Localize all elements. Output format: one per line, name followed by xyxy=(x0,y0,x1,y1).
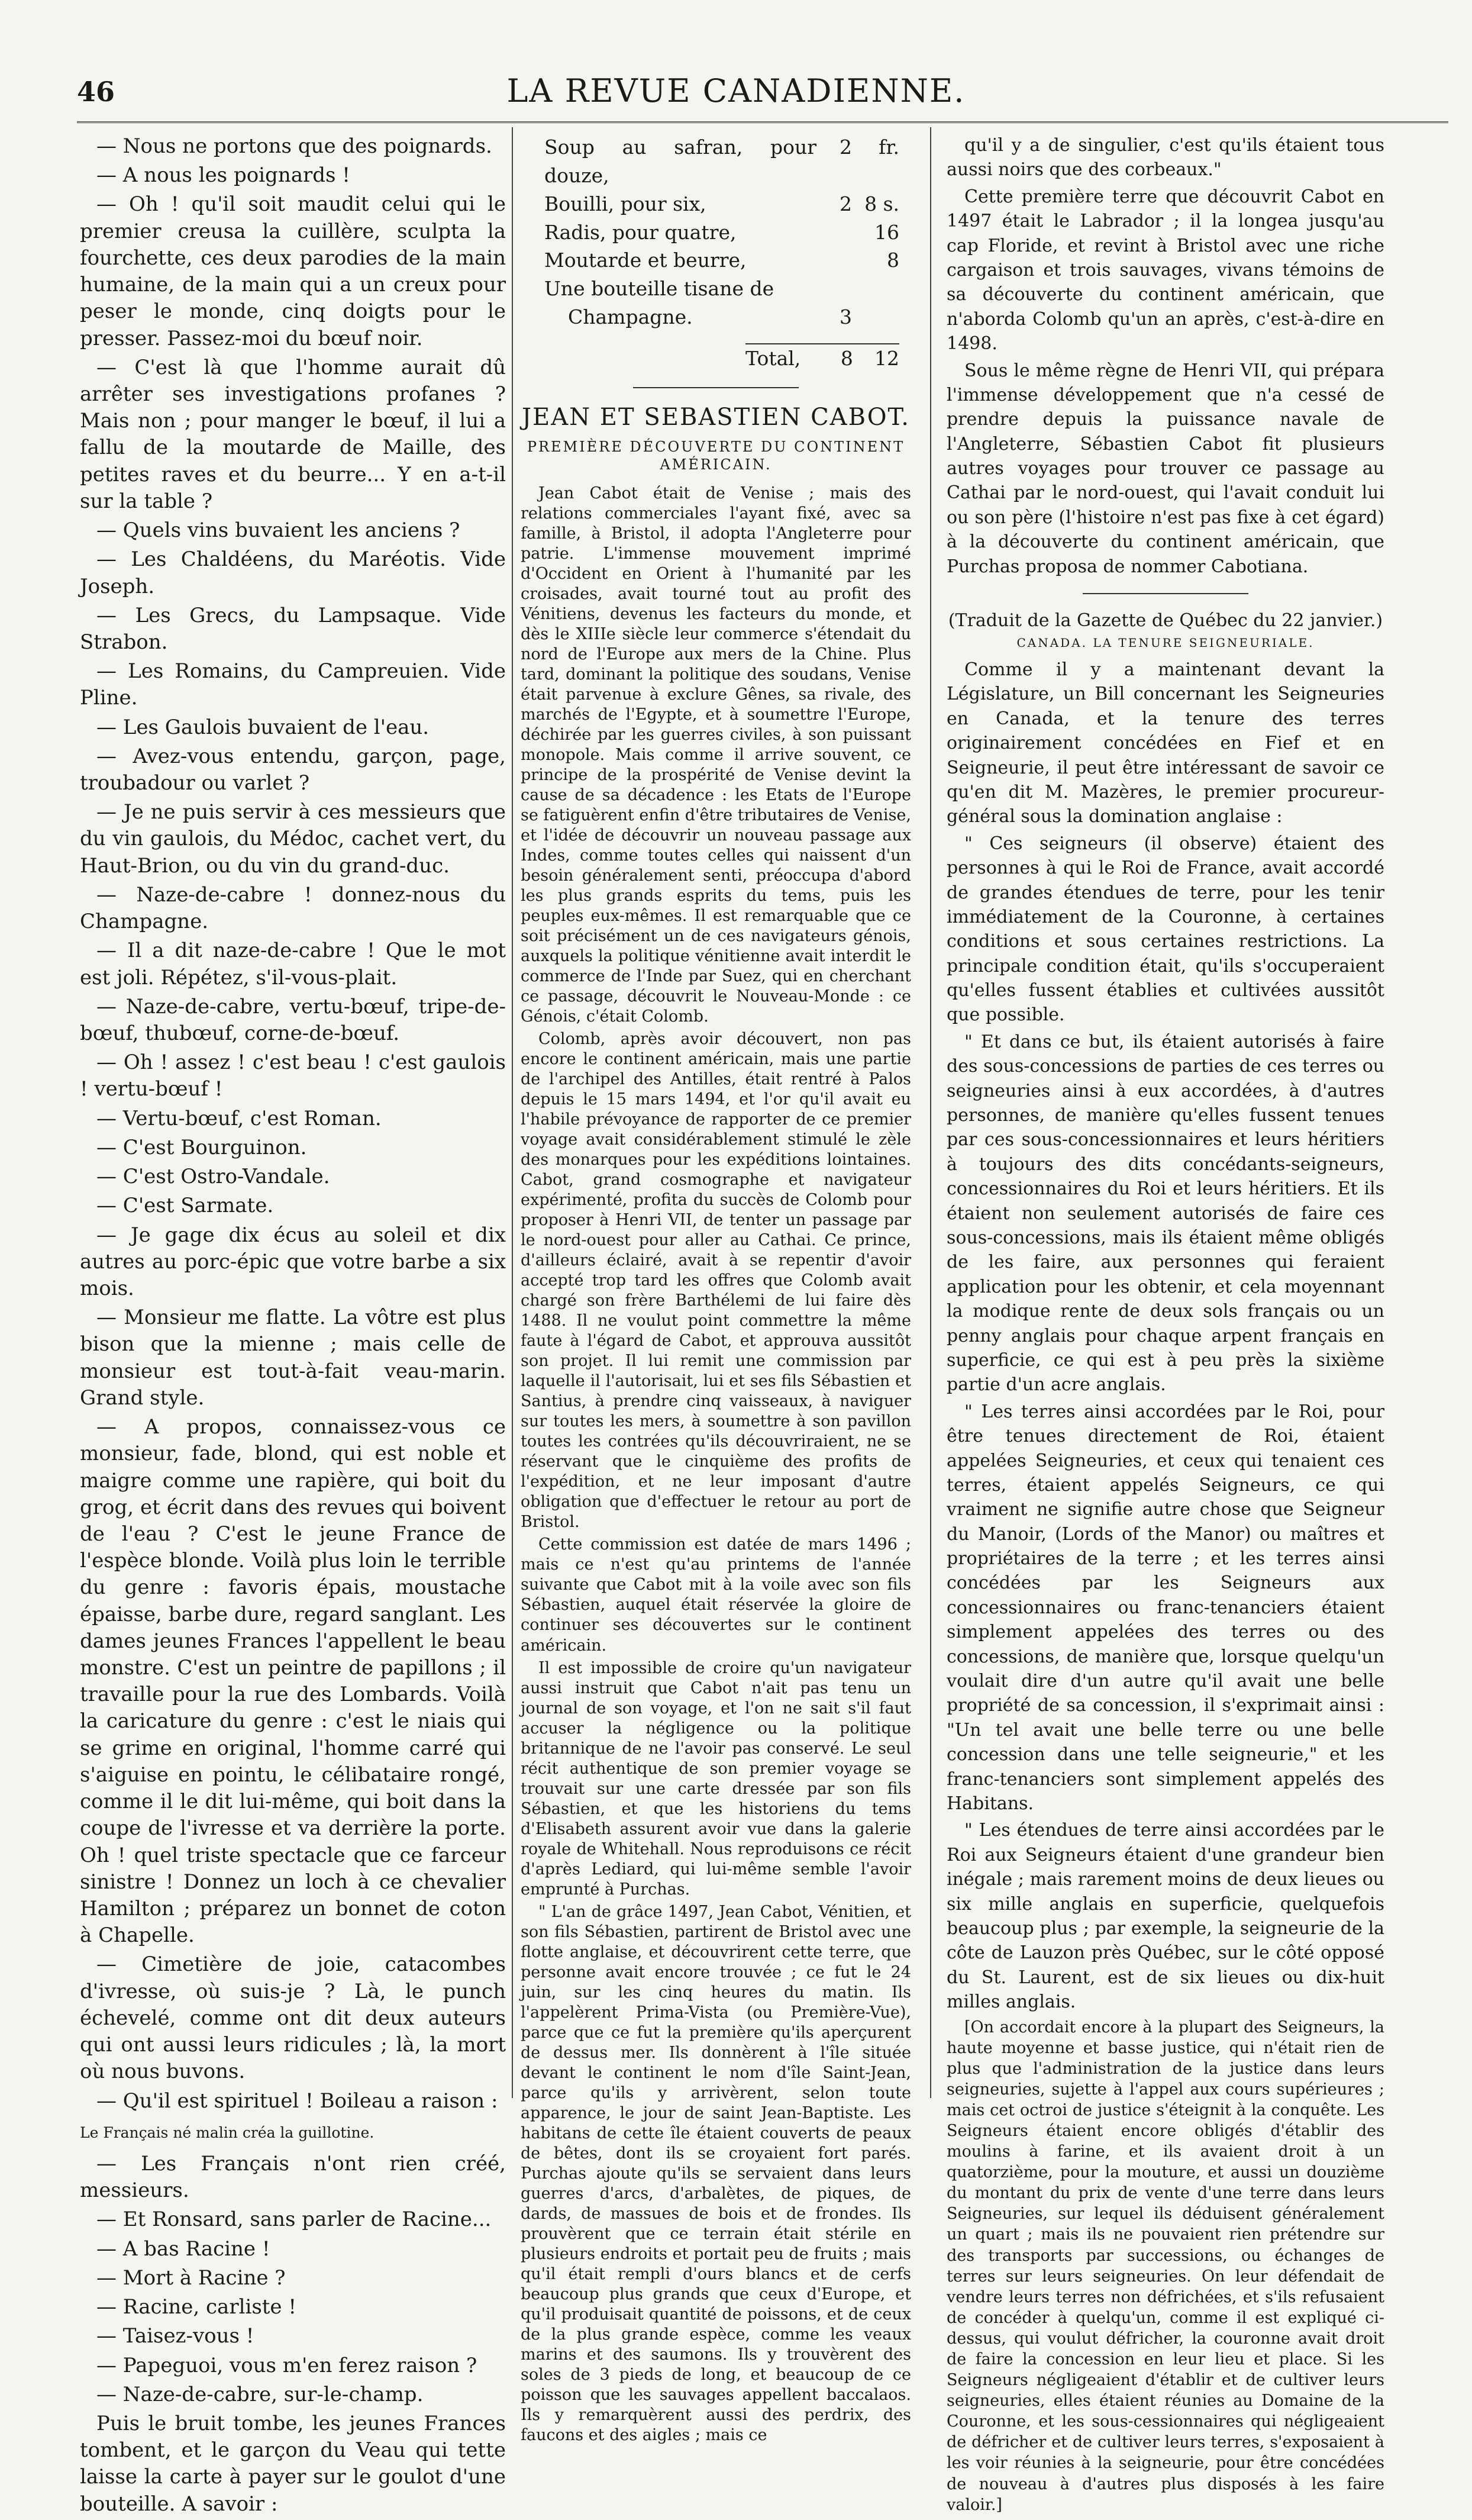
paragraph: — C'est Bourguinon. xyxy=(96,1135,307,1159)
bill-item: Bouilli, pour six, xyxy=(544,192,706,215)
paragraph: — A bas Racine ! xyxy=(96,2237,270,2261)
paragraph: — Je gage dix écus au soleil et dix autres au porc-épic que votre barbe a six mois. xyxy=(80,1223,506,1300)
running-title: LA REVUE CANADIENNE. xyxy=(506,72,966,109)
column-divider-1 xyxy=(512,127,513,2098)
bill-p1 xyxy=(816,246,852,275)
total-sous: 12 xyxy=(874,346,899,370)
paragraph: — Et Ronsard, sans parler de Racine... xyxy=(96,2208,492,2232)
paragraph: Cette première terre que découvrit Cabot en 1497 était le Labrador ; il la longea jusqu'au cap Floride, et revint à Bristol avec une riche cargaison et trois sauvages, vivans témoins de sa découverte du continent américain, que n'aborda Colomb qu'un an après, c'est-à-dire en 1498. xyxy=(947,186,1384,355)
paragraph: — A propos, connaissez-vous ce monsieur, fade, blond, qui est noble et maigre comme une rapière, qui boit du grog, et écrit dans des revues qui boivent de l'eau ? C'est le jeune France de l'espèce blonde. Voilà plus loin le terrible du genre : favoris épais, moustache épaisse, barbe dure, regard sanglant. Les dames jeunes Frances l'appellent le beau monstre. C'est un peintre de papillons ; il travaille pour la rue des Lombards. Voilà la caricature du genre : c'est le niais qui se grime en original, l'homme carré qui s'aiguise en pointu, le célibataire rongé, comme il le dit lui-même, qui boit dans la coupe de l'ivresse et va derrière la porte. Oh ! quel triste spectacle que ce farceur sinistre ! Donnez un loch à ce chevalier Hamilton ; préparez un bonnet de coton à Chapelle. xyxy=(80,1415,506,1948)
bill-row xyxy=(544,275,899,303)
bill-item: Radis, pour quatre, xyxy=(544,220,737,244)
paragraph: — Taisez-vous ! xyxy=(96,2324,254,2348)
bill-p1: 2 xyxy=(840,136,852,159)
paragraph: — Cimetière de joie, catacombes d'ivresse, où suis-je ? Là, le punch échevelé, comme ont dit deux auteurs qui ont aussi leurs ridicules ; là, la mort où nous buvons. xyxy=(80,1952,506,2084)
paragraph: — Les Français n'ont rien créé, messieurs. xyxy=(80,2152,506,2203)
column-1 xyxy=(80,133,506,2520)
bill-p2: 8 xyxy=(887,249,899,272)
column-2-paragraphs xyxy=(521,484,911,2446)
paragraph: — Naze-de-cabre ! donnez-nous du Champagne. xyxy=(80,882,506,934)
paragraph: — Oh ! qu'il soit maudit celui qui le premier creusa la cuillère, sculpta la fourchette, ces deux parodies de la main humaine, de la main qui a un creux pour peser le monde, cinq doigts pour le presser. Passez-moi du bœuf noir. xyxy=(80,192,506,350)
paragraph: — Monsieur me flatte. La vôtre est plus bison que la mienne ; mais celle de monsieur est tout-à-fait veau-marin. Grand style. xyxy=(80,1306,506,1410)
bill-p1 xyxy=(816,275,852,303)
paragraph: — Naze-de-cabre, vertu-bœuf, tripe-de-bœuf, thubœuf, corne-de-bœuf. xyxy=(80,994,506,1045)
paragraph: — Papeguoi, vous m'en ferez raison ? xyxy=(96,2353,477,2377)
paragraph: — Je ne puis servir à ces messieurs que du vin gaulois, du Médoc, cachet vert, du Haut-Brion, ou du vin du grand-duc. xyxy=(80,800,506,878)
paragraph: — Quels vins buvaient les anciens ? xyxy=(96,518,460,543)
bill-row xyxy=(544,190,899,218)
total-label: Total, xyxy=(745,346,801,370)
bill-row xyxy=(544,303,899,331)
paragraph: — C'est Sarmate. xyxy=(96,1194,274,1218)
paragraph: Colomb, après avoir découvert, non pas encore le continent américain, mais une partie de l'archipel des Antilles, était rentré à Palos depuis le 15 mars 1494, et l'or qu'il avait eu l'habile prévoyance de rapporter de ce premier voyage avait considérablement stimulé le zèle des monarques pour les expéditions lointaines. Cabot, grand cosmographe et navigateur expérimenté, profita du succès de Colomb pour proposer à Henri VII, de tenter un passage par le nord-ouest pour aller au Cathai. Ce prince, d'ailleurs éclairé, avait à se repentir d'avoir accepté trop tard les offres que Colomb avait chargé son frère Barthélemi de lui faire dès 1488. Il ne voulut point commettre la même faute à l'égard de Cabot, et approuva aussitôt son projet. Il lui remit une commission par laquelle il l'autorisait, lui et ses fils Sébastien et Santius, à prendre cinq vaisseaux, à naviguer sur toutes les mers, à soumettre à son pavillon toutes les contrées qu'ils découvriraient, ne se réservant que le cinquième des profits de l'expédition, et ne leur imposant d'autre obligation que d'effectuer le retour au port de Bristol. xyxy=(521,1030,911,1532)
bill-p1: 3 xyxy=(840,305,852,329)
paragraph: — Mort à Racine ? xyxy=(96,2266,286,2290)
paragraph: Puis le bruit tombe, les jeunes Frances tombent, et le garçon du Veau qui tette laisse la carte à payer sur le goulot d'une bouteille. A savoir : xyxy=(80,2411,506,2516)
paragraph: — Avez-vous entendu, garçon, page, troubadour ou varlet ? xyxy=(80,744,506,795)
bill-item: Soup au safran, pour douze, xyxy=(544,136,816,187)
bill-p2: fr. xyxy=(879,136,899,159)
column-1-paragraphs xyxy=(80,133,506,2115)
bill-total xyxy=(544,343,899,373)
article-title: JEAN ET SEBASTIEN CABOT. xyxy=(521,403,911,431)
translation-note: (Traduit de la Gazette de Québec du 22 janvier.) xyxy=(948,610,1383,631)
bill-p2: 16 xyxy=(874,220,899,244)
paragraph: qu'il y a de singulier, c'est qu'ils étaient tous aussi noirs que des corbeaux." xyxy=(947,135,1384,181)
bill-item: Champagne. xyxy=(568,305,693,329)
verse-line: Le Français né malin créa la guillotine. xyxy=(80,2123,375,2141)
separator xyxy=(633,387,799,388)
bill-p1 xyxy=(816,218,852,247)
bill-item: Une bouteille tisane de xyxy=(544,277,774,301)
bill-row xyxy=(544,218,899,247)
paragraph: — A nous les poignards ! xyxy=(96,163,350,188)
paragraph: — Naze-de-cabre, sur-le-champ. xyxy=(96,2382,424,2406)
separator-2 xyxy=(1083,593,1248,594)
paragraph: — Racine, carliste ! xyxy=(96,2295,297,2319)
paragraph: — Qu'il est spirituel ! Boileau a raison : xyxy=(96,2089,498,2113)
page-number: 46 xyxy=(77,76,115,108)
section-heading: CANADA. LA TENURE SEIGNEURIALE. xyxy=(1016,636,1315,650)
bill-row xyxy=(544,246,899,275)
column-3 xyxy=(947,133,1384,2518)
paragraph: Jean Cabot était de Venise ; mais des relations commerciales l'ayant fixé, avec sa famille, à Bristol, il adopta l'Angleterre pour patrie. L'immense mouvement imprimé d'Occident en Orient à l'humanité par les croisades, avait tourné tout au profit des Vénitiens, devenus les facteurs du monde, et dès le XIIIe siècle leur commerce s'étendait du nord de l'Europe aux mers de la Chine. Plus tard, dominant la politique des soudans, Venise était parvenue à exclure Gênes, sa rivale, des marchés de l'Egypte, et à soumettre l'Europe, déchirée par les guerres civiles, à son puissant monopole. Mais comme il arrive souvent, ce principe de la prospérité de Venise devint la cause de sa décadence : les Etats de l'Europe se fatiguèrent enfin d'être tributaires de Venise, et l'idée de découvrir un nouveau passage aux Indes, comme toutes celles qui naissent d'un besoin généralement senti, préoccupa d'abord les plus grands esprits du tems, puis les peuples eux-mêmes. Il est remarquable que ce soit précisément un de ces navigateurs génois, auxquels la politique vénitienne avait interdit le commerce de l'Inde par Suez, qui en cherchant ce passage, découvrit le Nouveau-Monde : ce Génois, c'était Colomb. xyxy=(521,484,911,1026)
paragraph: Cette commission est datée de mars 1496 ; mais ce n'est qu'au printems de l'année suivante que Cabot mit à la voile avec son fils Sébastien, auquel était réservée la gloire de continuer ses découvertes sur le continent américain. xyxy=(521,1535,911,1655)
paragraph: " L'an de grâce 1497, Jean Cabot, Vénitien, et son fils Sébastien, partirent de Bristol avec une flotte anglaise, et découvrirent cette terre, que personne avait encore trouvée ; ce fut le 24 juin, sur les cinq heures du matin. Ils l'appelèrent Prima-Vista (ou Première-Vue), parce que ce fut la première qu'ils aperçurent de dessus mer. Ils donnèrent à l'île située devant le continent le nom d'île Saint-Jean, parce qu'ils y arrivèrent, selon toute apparence, le jour de saint Jean-Baptiste. Les habitans de cette île étaient couverts de peaux de bêtes, dont ils se croyaient fort parés. Purchas ajoute qu'ils se servaient dans leurs guerres d'arcs, d'arbalètes, de piques, de dards, de massues de bois et de frondes. Ils prouvèrent que ce terrain était stérile en plusieurs endroits et portait peu de fruits ; mais qu'il était rempli d'ours blancs et de cerfs beaucoup plus grands que ceux d'Europe, et qu'il produisait quantité de poissons, et de ceux de la plus grande espèce, comme les veaux marins et des saumons. Ils y trouvèrent des soles de 3 pieds de long, et beaucoup de ce poisson que les sauvages appellent baccalaos. Ils y remarquèrent aussi des perdrix, des faucons et des aigles ; mais ce xyxy=(521,1902,911,2445)
paragraph: — Les Gaulois buvaient de l'eau. xyxy=(96,715,430,739)
column-2 xyxy=(521,133,911,2448)
bill-of-fare xyxy=(544,133,899,331)
paragraph: — Les Chaldéens, du Maréotis. Vide Joseph. xyxy=(80,547,506,598)
column-3-paragraphs xyxy=(947,133,1384,579)
paragraph: Il est impossible de croire qu'un navigateur aussi instruit que Cabot n'ait pas tenu un journal de son voyage, et l'on ne sait s'il faut accuser la négligence ou la politique britannique de ne l'avoir pas conservé. Le seul récit authentique de son premier voyage se trouvait sur une carte dressée par son fils Sébastien, et que les historiens du tems d'Elisabeth assurent avoir vue dans la galerie royale de Whitehall. Nous reproduisons ce récit d'après Lediard, qui lui-même semble l'avoir emprunté à Purchas. xyxy=(521,1658,911,1899)
paragraph: " Et dans ce but, ils étaient autorisés à faire des sous-concessions de parties de ces terres ou seigneuries ainsi à eux accordées, à d'autres personnes, de manière qu'elles fussent tenues par ces sous-concessionnaires et leurs héritiers à toujours des dits concédants-seigneurs, concessionnaires du Roi et leurs héritiers. Et ils étaient non seulement autorisés de faire ces sous-concessions, mais ils étaient même obligés de les faire, aux personnes qui feraient application pour les obtenir, et cela moyennant la modique rente de deux sols français ou un penny anglais pour chaque arpent français en superficie, ce qui est à peu près la sixième partie d'un acre anglais. xyxy=(947,1031,1384,1396)
column-3-paragraphs-2 xyxy=(947,658,1384,2014)
bracketed-paragraph: [On accordait encore à la plupart des Seigneurs, la haute moyenne et basse justice, qui n'était rien de plus que l'administration de la justice dans leurs seigneuries, sujette à l'appel aux cours supérieures ; mais cet octroi de justice s'éteignit à la conquête. Les Seigneurs étaient encore obligés d'établir des moulins à farine, et ils avaient droit à un quatorzième, pour la mouture, et aussi un douzième du montant du prix de vente d'une terre dans leurs Seigneuries, sur lequel ils déduisent généralement un quart ; mais ils ne pouvaient rien prétendre sur des transports par successions, ou échanges de terres sur leurs seigneuries. On leur défendait de vendre leurs terres non défrichées, et s'ils refusaient de concéder à quelqu'un, comme il est expliqué ci-dessus, qui voulut défricher, la couronne avait droit de faire la concession en leur lieu et place. Si les Seigneurs négligeaient d'établir et de cultiver leurs seigneuries, elles étaient réunies au Domaine de la Couronne, et les sous-cessionnaires qui négligeaient de défricher et de cultiver leurs terres, s'exposaient à les voir réunies à la seigneurie, pour être concédées de nouveau à d'autres plus disposés à les faire valoir.] xyxy=(947,2018,1384,2514)
paragraph: — Vertu-bœuf, c'est Roman. xyxy=(96,1106,382,1130)
bill-p2 xyxy=(852,303,899,331)
paragraph: Comme il y a maintenant devant la Législature, un Bill concernant les Seigneuries en Canada, et la tenure des terres originairement concédées en Fief et en Seigneurie, il peut être intéressant de savoir ce qu'en dit M. Mazères, le premier procureur-général sous la domination anglaise : xyxy=(947,659,1384,827)
bill-p2 xyxy=(852,275,899,303)
paragraph: " Les étendues de terre ainsi accordées par le Roi aux Seigneurs étaient d'une grandeur bien inégale ; mais rarement moins de deux lieues ou six mille anglais en superficie, quelquefois beaucoup plus ; par exemple, la seigneurie de la côte de Lauzon près Québec, sur le côté opposé du St. Laurent, est de six lieues ou dix-huit milles anglais. xyxy=(947,1820,1384,2013)
column-1-paragraphs-2 xyxy=(80,2151,506,2518)
bill-p1: 2 xyxy=(840,192,852,215)
paragraph: — Nous ne portons que des poignards. xyxy=(96,134,492,158)
article-subtitle: PREMIÈRE DÉCOUVERTE DU CONTINENT AMÉRICAIN. xyxy=(527,439,905,473)
header-rule xyxy=(77,121,1448,123)
bill-item: Moutarde et beurre, xyxy=(544,249,747,272)
bill-row xyxy=(544,133,899,190)
paragraph: — C'est là que l'homme aurait dû arrêter ses investigations profanes ? Mais non ; pour manger le bœuf, il lui a fallu de la moutarde de Maille, des petites raves et du beurre... Y en a-t-il sur la table ? xyxy=(80,355,506,513)
bill-p2: 8 s. xyxy=(864,192,899,215)
paragraph: — Les Romains, du Campreuien. Vide Pline. xyxy=(80,659,506,710)
paragraph: — C'est Ostro-Vandale. xyxy=(96,1165,330,1189)
paragraph: — Les Grecs, du Lampsaque. Vide Strabon. xyxy=(80,603,506,654)
paragraph: " Ces seigneurs (il observe) étaient des personnes à qui le Roi de France, avait accordé de grandes étendues de terre, pour les tenir immédiatement de la Couronne, à certaines conditions et sous certaines restrictions. La principale condition était, qu'ils s'occuperaient qu'elles fussent établies et cultivées aussitôt que possible. xyxy=(947,833,1384,1026)
column-divider-2 xyxy=(930,127,931,2098)
paragraph: — Oh ! assez ! c'est beau ! c'est gaulois ! vertu-bœuf ! xyxy=(80,1050,506,1101)
paragraph: " Les terres ainsi accordées par le Roi, pour être tenues directement de Roi, étaient appelées Seigneuries, et ceux qui tenaient ces terres, étaient appelés Seigneurs, ce qui vraiment ne signifie autre chose que Seigneur du Manoir, (Lords of the Manor) ou maîtres et propriétaires de la terre ; et les terres ainsi concédées par les Seigneurs aux concessionnaires ou franc-tenanciers étaient simplement appelées des terres ou des concessions, de manière que, lorsque quelqu'un voulait dire d'un autre qu'il avait une belle propriété de sa concession, il s'exprimait ainsi : "Un tel avait une belle terre ou une belle concession dans une telle seigneurie," et les franc-tenanciers sont simplement appelés des Habitans. xyxy=(947,1401,1384,1814)
paragraph: — Il a dit naze-de-cabre ! Que le mot est joli. Répétez, s'il-vous-plait. xyxy=(80,939,506,990)
paragraph: Sous le même règne de Henri VII, qui prépara l'immense développement que n'a cessé de prendre depuis la puissance navale de l'Angleterre, Sébastien Cabot fit plusieurs autres voyages pour trouver ce passage au Cathai par le nord-ouest, qui l'avait conduit lui ou son père (l'histoire n'est pas fixe à cet égard) à la découverte du continent américain, que Purchas proposa de nommer Cabotiana. xyxy=(947,360,1384,577)
total-francs: 8 xyxy=(840,346,853,370)
